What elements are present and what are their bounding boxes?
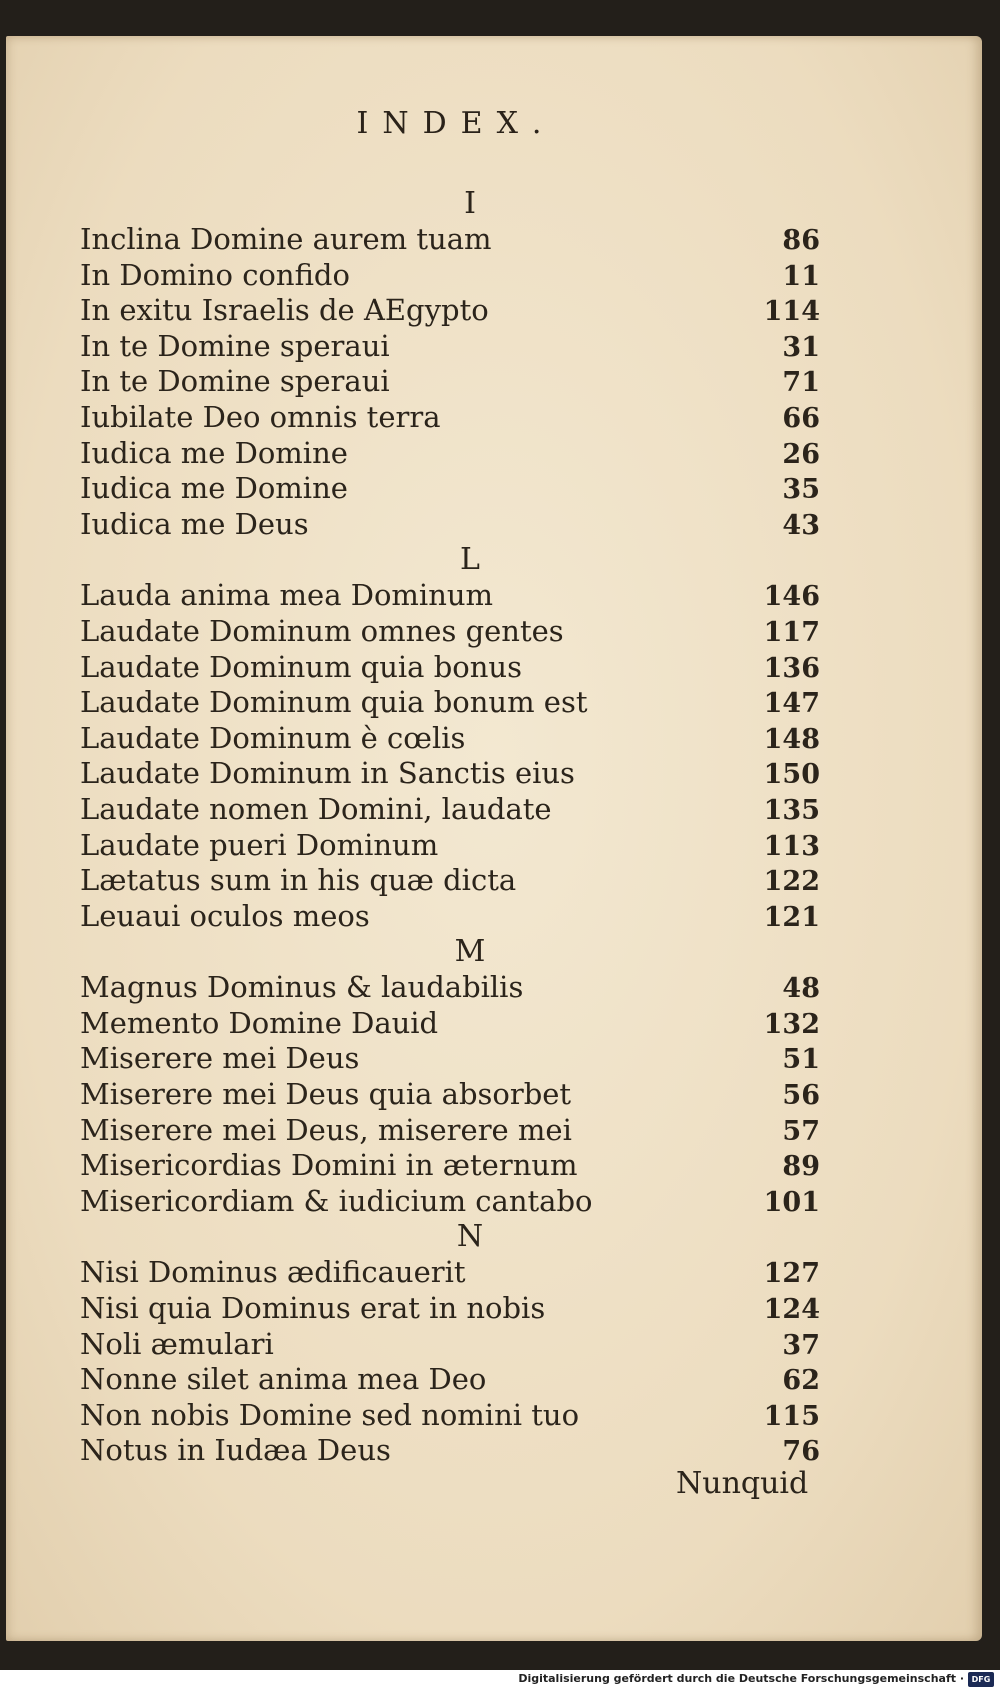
index-entry (80, 650, 820, 686)
entry-title: Iudica me Domine (80, 435, 348, 470)
entry-title: Noli æmulari (80, 1326, 274, 1361)
index-entry (80, 222, 820, 258)
index-entry (80, 329, 820, 365)
index-entry (80, 1291, 820, 1327)
index-entry (80, 578, 820, 614)
entry-page-number: 132 (763, 1008, 820, 1040)
index-entry (80, 721, 820, 757)
entry-title: Laudate Dominum è cœlis (80, 720, 466, 755)
entry-title: Laudate Dominum omnes gentes (80, 613, 564, 648)
index-entry (80, 685, 820, 721)
index-entry (80, 1398, 820, 1434)
entry-page-number: 35 (782, 474, 820, 506)
entry-title: In exitu Israelis de AEgypto (80, 293, 489, 328)
index-entry (80, 1362, 820, 1398)
page-title: INDEX. (356, 106, 556, 141)
section-letter: M (454, 934, 486, 970)
index-entry (80, 436, 820, 472)
entry-title: Laudate Dominum quia bonum est (80, 685, 588, 720)
entry-title: In te Domine speraui (80, 328, 390, 363)
section-letter: I (464, 186, 476, 221)
entry-title: Miserere mei Deus, miserere mei (80, 1112, 572, 1147)
entry-title: Lætatus sum in his quæ dicta (80, 863, 517, 898)
entry-title: Iudica me Domine (80, 471, 348, 506)
entry-title: Leuaui oculos meos (80, 898, 370, 933)
entry-page-number: 51 (782, 1044, 820, 1076)
entry-page-number: 56 (782, 1080, 820, 1112)
book-page (6, 36, 982, 1641)
catchword: Nunquid (676, 1466, 809, 1501)
section-letter: L (460, 542, 480, 578)
entry-title: Nisi Dominus ædificauerit (80, 1255, 466, 1290)
entry-page-number: 124 (763, 1294, 820, 1326)
entry-title: Inclina Domine aurem tuam (80, 222, 492, 256)
dfg-logo: DFG (968, 1672, 994, 1687)
index-entry (80, 258, 820, 294)
entry-page-number: 43 (782, 509, 820, 541)
entry-page-number: 57 (782, 1115, 820, 1147)
index-entry (80, 364, 820, 400)
entry-page-number: 148 (763, 723, 820, 755)
entry-page-number: 114 (763, 296, 820, 328)
entry-page-number: 127 (763, 1258, 820, 1290)
entry-title: Notus in Iudæa Deus (80, 1433, 391, 1468)
entry-page-number: 37 (782, 1329, 820, 1361)
index-entry (80, 970, 820, 1006)
entry-page-number: 115 (763, 1400, 820, 1432)
entry-page-number: 26 (782, 438, 820, 470)
entry-title: Non nobis Domine sed nomini tuo (80, 1397, 580, 1432)
index-entry (80, 1041, 820, 1077)
entry-title: Laudate Dominum quia bonus (80, 649, 522, 684)
entry-title: Magnus Dominus & laudabilis (80, 970, 524, 1005)
entry-page-number: 150 (763, 759, 820, 791)
entry-page-number: 135 (763, 794, 820, 826)
index-list (80, 186, 820, 1469)
entry-page-number: 101 (763, 1186, 820, 1218)
entry-page-number: 48 (782, 973, 820, 1005)
entry-title: Misericordiam & iudicium cantabo (80, 1183, 593, 1218)
index-entry (80, 1184, 820, 1220)
entry-title: Lauda anima mea Dominum (80, 578, 494, 613)
index-entry (80, 792, 820, 828)
index-entry (80, 1148, 820, 1184)
entry-page-number: 71 (782, 367, 820, 399)
entry-title: Miserere mei Deus quia absorbet (80, 1077, 572, 1112)
entry-page-number: 121 (763, 901, 820, 933)
entry-title: Iubilate Deo omnis terra (80, 399, 441, 434)
entry-title: Laudate nomen Domini, laudate (80, 791, 552, 826)
entry-page-number: 66 (782, 402, 820, 434)
entry-title: Misericordias Domini in æternum (80, 1148, 578, 1183)
entry-page-number: 136 (763, 652, 820, 684)
entry-title: Laudate Dominum in Sanctis eius (80, 756, 575, 791)
index-entry (80, 1077, 820, 1113)
entry-page-number: 11 (782, 260, 820, 292)
index-entry (80, 400, 820, 436)
footer-bar (0, 1670, 1000, 1691)
index-entry (80, 1006, 820, 1042)
entry-title: Laudate pueri Dominum (80, 827, 439, 862)
entry-title: Memento Domine Dauid (80, 1005, 439, 1040)
index-entry (80, 293, 820, 329)
entry-title: Miserere mei Deus (80, 1041, 360, 1076)
index-entry (80, 614, 820, 650)
index-entry (80, 1113, 820, 1149)
entry-page-number: 113 (763, 830, 820, 862)
entry-title: Iudica me Deus (80, 506, 309, 541)
entry-page-number: 31 (782, 331, 820, 363)
footer-credit: Digitalisierung gefördert durch die Deutsche Forschungsgemeinschaft · (518, 1672, 964, 1685)
entry-page-number: 86 (782, 225, 820, 256)
index-entry (80, 863, 820, 899)
index-entry (80, 756, 820, 792)
entry-page-number: 117 (763, 616, 820, 648)
entry-title: In Domino confido (80, 257, 350, 292)
entry-title: Nisi quia Dominus erat in nobis (80, 1291, 546, 1326)
entry-page-number: 122 (763, 866, 820, 898)
entry-title: Nonne silet anima mea Deo (80, 1362, 487, 1397)
section-letter: N (456, 1219, 484, 1255)
entry-page-number: 146 (763, 581, 820, 613)
entry-page-number: 76 (782, 1436, 820, 1468)
index-entry (80, 1327, 820, 1363)
entry-page-number: 89 (782, 1151, 820, 1183)
index-entry (80, 828, 820, 864)
index-entry (80, 471, 820, 507)
index-entry (80, 1255, 820, 1291)
index-entry (80, 899, 820, 935)
entry-title: In te Domine speraui (80, 364, 390, 399)
entry-page-number: 147 (763, 688, 820, 720)
index-entry (80, 507, 820, 543)
index-entry (80, 1433, 820, 1469)
entry-page-number: 62 (782, 1365, 820, 1397)
